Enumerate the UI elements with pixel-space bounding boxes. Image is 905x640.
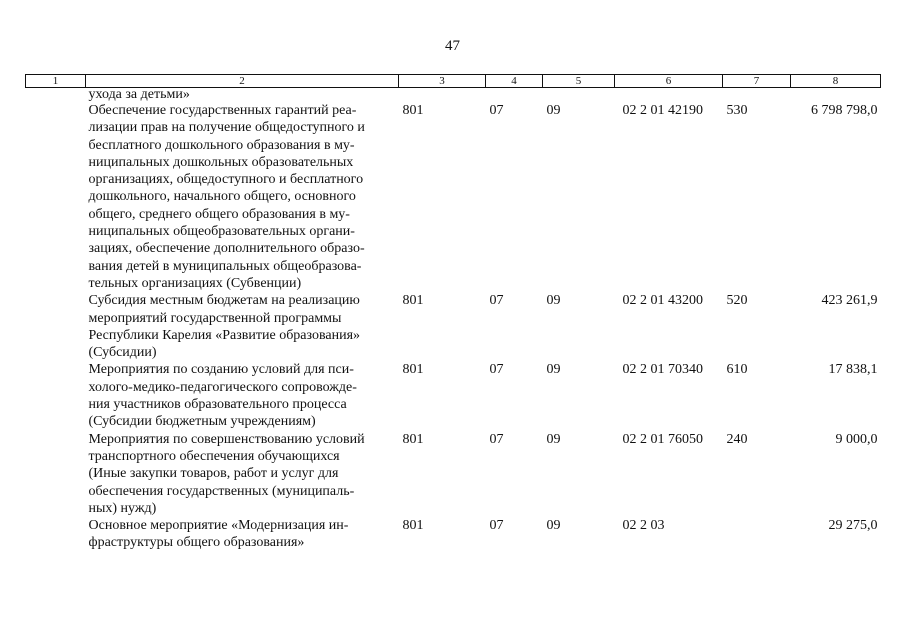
row-section: 07 <box>489 362 504 378</box>
column-number: 2 <box>86 75 399 88</box>
row-target-article: 02 2 01 43200 <box>622 293 703 309</box>
row-expense-type <box>723 517 791 552</box>
row-subsection: 09 <box>546 431 561 447</box>
row-expense-type: 520 <box>726 293 748 309</box>
row-grbs: 801 <box>402 103 424 118</box>
row-target-article: 02 2 01 76050 <box>622 431 703 447</box>
row-target-article: 02 2 01 70340 <box>622 362 703 378</box>
continuation-text: ухода за детьми» <box>88 87 190 102</box>
row-grbs: 801 <box>402 431 424 447</box>
table-row <box>26 361 881 430</box>
row-amount: 6 798 798,0 <box>811 103 878 118</box>
table-row <box>26 431 881 517</box>
continuation-row <box>26 88 881 103</box>
row-subsection: 09 <box>546 103 561 118</box>
column-number-row <box>26 75 881 88</box>
row-section: 07 <box>489 431 504 447</box>
row-section: 07 <box>489 518 504 534</box>
row-grbs: 801 <box>402 362 424 378</box>
column-number: 7 <box>723 75 791 88</box>
row-amount: 9 000,0 <box>835 431 878 447</box>
row-grbs: 801 <box>402 293 424 309</box>
budget-table <box>25 74 881 552</box>
row-grbs: 801 <box>402 518 424 534</box>
row-section: 07 <box>489 293 504 309</box>
row-name: Мероприятия по созданию условий для пси- холого-медико-педагогического сопровожде- ния участников образовательного процесса (Субсидии бюджетным учреждениям) <box>88 362 357 430</box>
row-subsection: 09 <box>546 518 561 534</box>
column-number: 1 <box>26 75 86 88</box>
row-target-article: 02 2 01 42190 <box>622 103 703 118</box>
row-name: Субсидия местным бюджетам на реализацию мероприятий государственной программы Республики Карелия «Развитие образования» (Субсидии) <box>88 293 361 361</box>
row-name: Основное мероприятие «Модернизация ин- фраструктуры общего образования» <box>88 518 349 551</box>
column-number: 8 <box>791 75 881 88</box>
row-amount: 423 261,9 <box>821 293 878 309</box>
row-amount: 29 275,0 <box>828 518 878 534</box>
row-subsection: 09 <box>546 362 561 378</box>
row-name: Обеспечение государственных гарантий реа- лизации прав на получение общедоступного и бесплатного дошкольного образования в му- ниципальных дошкольных образовательных организациях, общедоступного и бесплатного дошкольного, начального общего, основного общего, среднего общего образования в му- ниципальных общеобразовательных органи- зациях, обеспечение дополнительного образо- вания детей в муниципальных общеобразова- тельных организациях (Субвенции) <box>88 103 365 291</box>
column-number: 5 <box>543 75 615 88</box>
page-number: 47 <box>445 38 460 54</box>
column-number: 3 <box>399 75 486 88</box>
table-row <box>26 517 881 552</box>
row-amount: 17 838,1 <box>828 362 878 378</box>
table-row <box>26 102 881 292</box>
row-expense-type: 530 <box>726 103 748 118</box>
row-expense-type: 610 <box>726 362 748 378</box>
column-number: 6 <box>615 75 723 88</box>
row-subsection: 09 <box>546 293 561 309</box>
row-expense-type: 240 <box>726 431 748 447</box>
row-name: Мероприятия по совершенствованию условий транспортного обеспечения обучающихся (Иные закупки товаров, работ и услуг для обеспечения государственных (муниципаль- ных) нужд) <box>88 431 365 516</box>
table-row <box>26 292 881 361</box>
column-number: 4 <box>486 75 543 88</box>
row-section: 07 <box>489 103 504 118</box>
row-target-article: 02 2 03 <box>622 518 665 534</box>
